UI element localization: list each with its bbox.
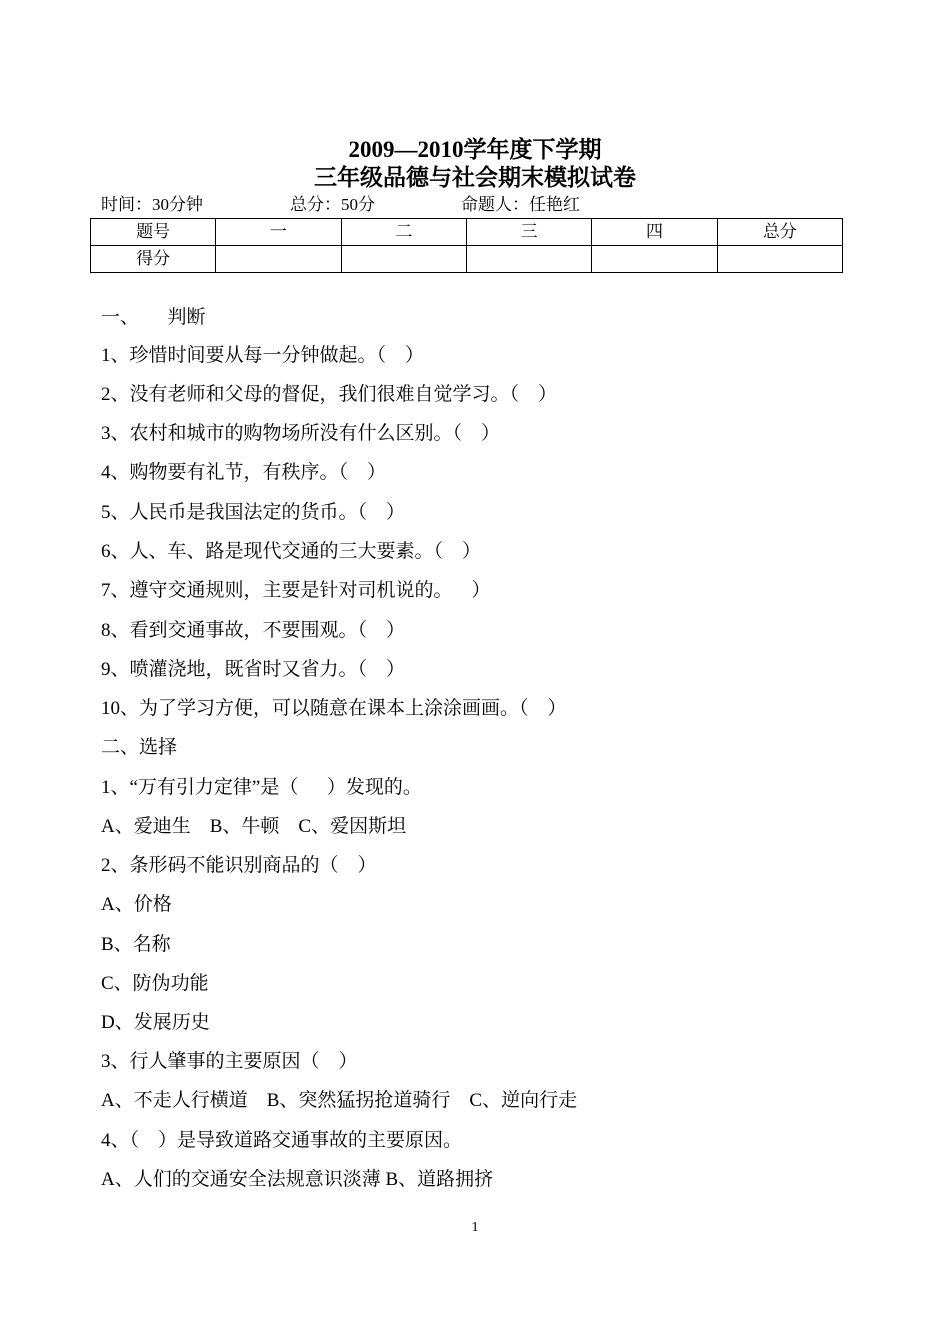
title-line-2: 三年级品德与社会期末模拟试卷 [314,165,636,190]
choice-question: 3、行人肇事的主要原因（ ） [101,1051,358,1072]
judgement-item: 9、喷灌浇地，既省时又省力。（ ） [101,659,406,680]
score-table-cell: 总分 [717,219,842,246]
title-line-1: 2009—2010学年度下学期 [348,137,602,162]
judgement-item: 1、珍惜时间要从每一分钟做起。（ ） [101,345,425,366]
score-table-cell: 二 [341,219,466,246]
judgement-item: 4、购物要有礼节，有秩序。（ ） [101,462,387,483]
score-table-cell: 三 [466,219,591,246]
section-1-heading: 一、 判断 [101,307,206,328]
exam-total-score: 总分：50分 [290,195,375,214]
choice-option: B、名称 [101,934,171,955]
score-table-cell [216,246,341,273]
score-table-cell [592,246,717,273]
score-table-cell [717,246,842,273]
judgement-item: 6、人、车、路是现代交通的三大要素。（ ） [101,541,482,562]
score-table-cell: 题号 [91,219,216,246]
choice-option: D、发展历史 [101,1012,210,1033]
exam-time: 时间：30分钟 [101,195,203,214]
choice-options: A、不走人行横道 B、突然猛拐抢道骑行 C、逆向行走 [101,1090,578,1111]
judgement-item: 8、看到交通事故，不要围观。（ ） [101,620,406,641]
judgement-item: 5、人民币是我国法定的货币。（ ） [101,502,406,523]
score-table-cell [341,246,466,273]
choice-options: A、人们的交通安全法规意识淡薄 B、道路拥挤 [101,1169,494,1190]
score-table-cell: 一 [216,219,341,246]
choice-question: 1、“万有引力定律”是（ ）发现的。 [101,777,422,798]
choice-question: 4、（ ）是导致道路交通事故的主要原因。 [101,1130,463,1151]
score-table-cell: 四 [592,219,717,246]
judgement-item: 2、没有老师和父母的督促，我们很难自觉学习。（ ） [101,384,558,405]
score-table [90,218,843,273]
score-table-header-row [91,219,843,246]
judgement-item: 7、遵守交通规则，主要是针对司机说的。 ） [101,580,491,601]
score-table-cell [466,246,591,273]
judgement-item: 10、为了学习方便，可以随意在课本上涂涂画画。（ ） [101,698,567,719]
judgement-item: 3、农村和城市的购物场所没有什么区别。（ ） [101,423,501,444]
page-number: 1 [471,1220,479,1235]
choice-question: 2、条形码不能识别商品的（ ） [101,855,377,876]
score-table-score-row [91,246,843,273]
exam-author: 命题人：任艳红 [461,195,580,214]
score-table-cell: 得分 [91,246,216,273]
choice-options: A、爱迪生 B、牛顿 C、爱因斯坦 [101,816,407,837]
choice-option: C、防伪功能 [101,973,209,994]
section-2-heading: 二、选择 [101,737,178,758]
choice-option: A、价格 [101,894,172,915]
